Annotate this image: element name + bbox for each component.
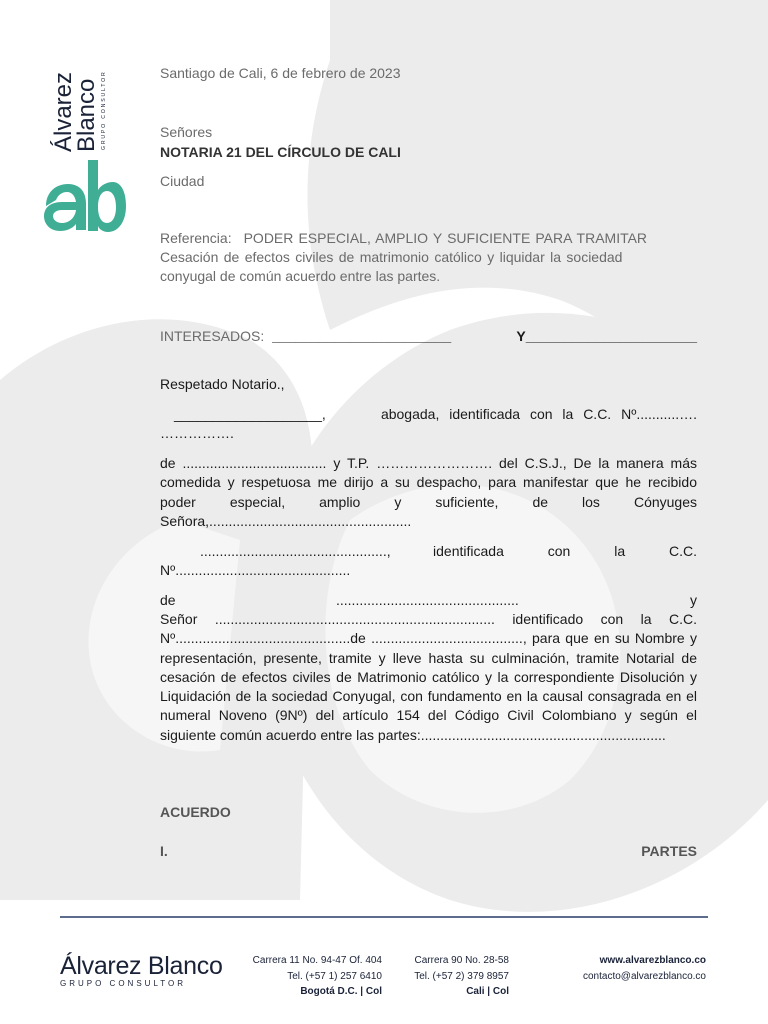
- p3-line2: Nº.............................................: [160, 562, 351, 578]
- footer-contact: [583, 953, 706, 984]
- p4-body: Señor ........................................................................ identificado con la C.C. Nº.............................................de ......................................., para que en su Nombre y representación, presente, tramite y lleve hasta su culminación, tramite Notarial de cesación de efectos civiles de Matrimonio católico y la correspondiente Disolución y Liquidación de la sociedad Conyugal, con fundamento en la causal consagrada en el numeral Noveno (9Nº) del artículo 154 del Código Civil Colombiano y según el siguiente común acuerdo entre las partes:...............................................................: [160, 611, 697, 743]
- footer-tagline: GRUPO CONSULTOR: [60, 979, 187, 988]
- p4-y: y: [690, 592, 697, 608]
- interesados-blank-2: Y______________________: [516, 328, 697, 344]
- paragraph-1: [160, 405, 697, 443]
- p1-blank: ___________________,: [174, 406, 326, 422]
- p3-dots: ................................................,: [200, 543, 391, 559]
- reference-label: Referencia:: [160, 230, 232, 246]
- reference-line-1: PODER ESPECIAL, AMPLIO Y SUFICIENTE PARA TRAMITAR: [243, 230, 648, 246]
- p1-line1-text: abogada, identificada con la C.C. Nº...........….: [380, 406, 697, 422]
- section-row: [160, 842, 697, 861]
- reference-line-2: Cesación de efectos civiles de matrimonio católico y liquidar la sociedad: [160, 249, 623, 265]
- salutation-title: Señores: [160, 124, 213, 140]
- section-numeral: I.: [160, 843, 168, 859]
- greeting: Respetado Notario.,: [160, 376, 285, 392]
- footer-office-cali: [414, 953, 509, 1000]
- section-partes: PARTES: [641, 843, 697, 859]
- logo-brand-line1: Álvarez: [50, 71, 77, 152]
- letter-date: Santiago de Cali, 6 de febrero de 2023: [160, 65, 401, 81]
- logo-brand-line2: Blanco: [73, 78, 100, 152]
- footer-divider: [60, 916, 708, 918]
- p4-dots: ...............................................: [336, 592, 519, 608]
- section-title-acuerdo: ACUERDO: [160, 804, 231, 820]
- office2-city: Cali | Col: [466, 986, 509, 997]
- paragraph-3: [160, 542, 697, 580]
- logo-tagline: GRUPO CONSULTOR: [101, 70, 107, 150]
- footer-office-bogota: [253, 953, 382, 1000]
- office1-city: Bogotá D.C. | Col: [300, 986, 382, 997]
- recipient-city: Ciudad: [160, 173, 205, 189]
- interesados-row: [160, 327, 697, 346]
- header-logo-wordmark: [46, 60, 116, 155]
- footer-brand: Álvarez Blanco: [60, 952, 223, 980]
- paragraph-2: de ..................................... y T.P. ……………………. del C.S.J., De la manera más comedida y respetuosa me dirijo a su despacho, para manifestar que he recibido poder especial, amplio y suficiente, de los Cónyuges Señora,....................................................: [160, 455, 697, 529]
- header-logo-monogram-icon: [40, 158, 126, 234]
- p4-de: de: [160, 592, 176, 608]
- p1-line2: …………….: [160, 425, 234, 441]
- paragraph-4: [160, 591, 697, 745]
- interesados-label: INTERESADOS:: [160, 328, 265, 344]
- reference-line-3: conyugal de común acuerdo entre las partes.: [160, 268, 441, 284]
- office2-phone: Tel. (+57 2) 379 8957: [414, 970, 509, 982]
- p3-line1-text: identificada con la C.C.: [433, 543, 697, 559]
- office1-phone: Tel. (+57 1) 257 6410: [287, 970, 382, 982]
- recipient-name: NOTARIA 21 DEL CÍRCULO DE CALI: [160, 144, 401, 160]
- reference-block: [160, 229, 697, 286]
- office2-address: Carrera 90 No. 28-58: [414, 955, 509, 966]
- footer-email-link[interactable]: contacto@alvarezblanco.co: [583, 970, 706, 982]
- office1-address: Carrera 11 No. 94-47 Of. 404: [252, 955, 382, 966]
- interesados-blank-1: _______________________: [272, 328, 452, 344]
- footer-website-link[interactable]: www.alvarezblanco.co: [599, 955, 706, 966]
